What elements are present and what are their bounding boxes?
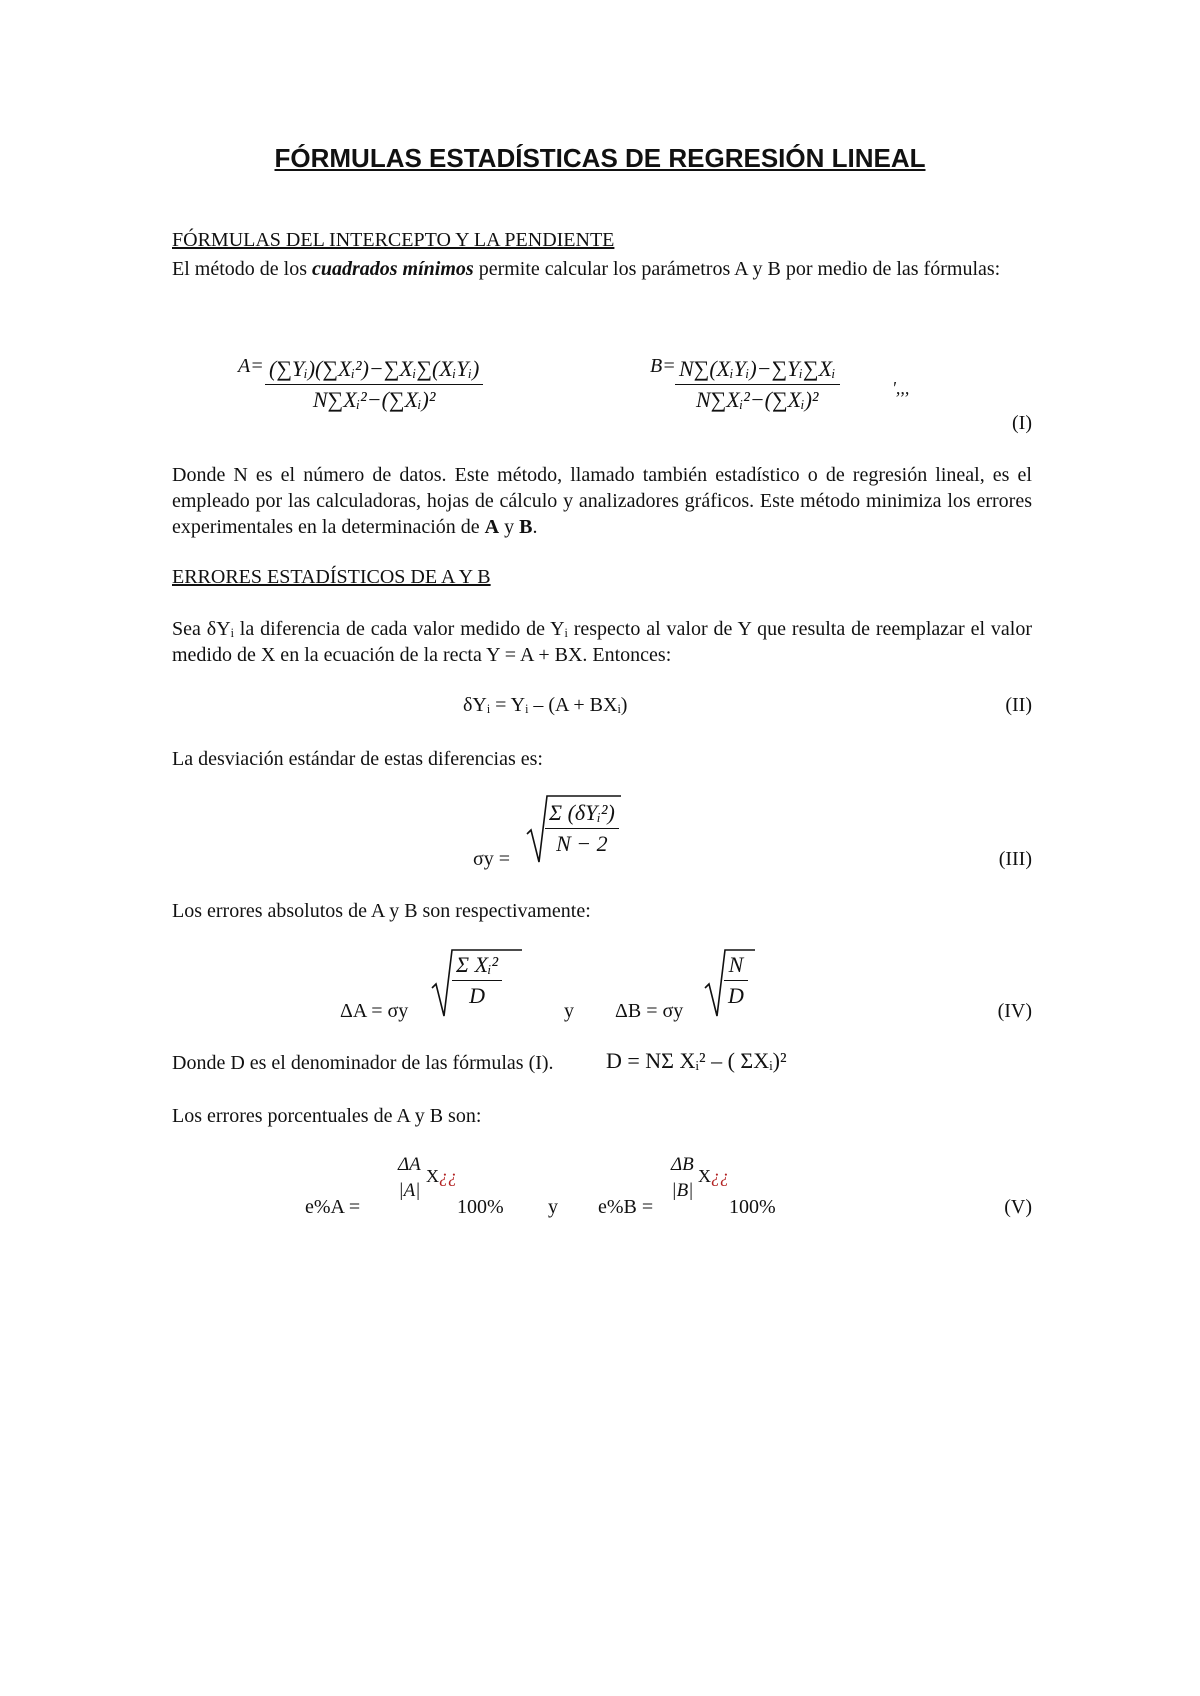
paragraph-delta-definition: Sea δYᵢ la diferencia de cada valor medido de Yᵢ respecto al valor de Y que resulta de reemplazar el valor medido de X en la ecuación de la recta Y = A + BX. Entonces: — [172, 618, 1032, 666]
eq3-numerator: Σ (δYᵢ²) — [545, 800, 619, 829]
eq1-a-fraction — [265, 356, 483, 413]
eq4-b-numerator: N — [724, 952, 748, 981]
eq5-percent-a-label: e%A = — [305, 1196, 361, 1218]
conjunction-y: y — [499, 516, 520, 538]
eq1-b-label: B= — [650, 355, 676, 377]
eq3-fraction — [545, 800, 619, 857]
eq4-delta-b-label: ΔB = σy — [615, 1000, 684, 1022]
paragraph-denominator-definition: Donde D es el denominador de las fórmulas (I). — [172, 1052, 554, 1074]
eq4-a-numerator: Σ Xᵢ² — [452, 952, 502, 981]
eq5-b-marks: ¿¿ — [711, 1166, 729, 1186]
paragraph-percent-errors: Los errores porcentuales de A y B son: — [172, 1105, 482, 1127]
paragraph-std-deviation: La desviación estándar de estas diferencias es: — [172, 748, 543, 770]
equation-2: δYᵢ = Yᵢ – (A + BXᵢ) — [463, 694, 628, 716]
eq1-b-tail-marks: ',,, — [892, 378, 910, 398]
paragraph-intro-post: permite calcular los parámetros A y B por medio de las fórmulas: — [473, 258, 1001, 280]
eq1-b-denominator: N∑Xᵢ²−(∑Xᵢ)² — [695, 387, 819, 412]
eq5-b-numerator: ΔB — [671, 1154, 694, 1175]
eq5-a-denominator: |A| — [398, 1180, 421, 1201]
eq5-a-percent: 100% — [457, 1196, 504, 1218]
eq4-b-fraction — [724, 952, 748, 1009]
eq5-b-times — [698, 1166, 729, 1187]
paragraph-method-text: Donde N es el número de datos. Este método, llamado también estadístico o de regresión lineal, es el empleado por las calculadoras, hojas de cálculo y analizadores gráficos. Este método minimiza los errores experimentales en la determinación de — [172, 464, 1032, 538]
eq5-percent-b-label: e%B = — [598, 1196, 654, 1218]
eq3-label: σy = — [473, 848, 511, 870]
bold-a: A — [484, 516, 500, 538]
eq3-denominator: N − 2 — [556, 831, 608, 856]
paragraph-period: . — [532, 516, 538, 538]
eq5-conjunction-y: y — [548, 1196, 558, 1218]
eq5-a-marks: ¿¿ — [439, 1166, 457, 1186]
paragraph-method-description — [172, 462, 1032, 540]
paragraph-absolute-errors: Los errores absolutos de A y B son respectivamente: — [172, 900, 591, 922]
eq4-a-denominator: D — [469, 983, 485, 1008]
formula-d-definition: D = NΣ Xᵢ² – ( ΣXᵢ)² — [606, 1048, 787, 1073]
eq1-b-fraction — [675, 356, 840, 413]
eq1-a-denominator: N∑Xᵢ²−(∑Xᵢ)² — [312, 387, 436, 412]
eq5-a-fraction — [394, 1154, 425, 1202]
eq5-b-denominator: |B| — [671, 1180, 694, 1201]
emphasis-least-squares: cuadrados mínimos — [311, 258, 474, 280]
eq5-a-numerator: ΔA — [398, 1154, 421, 1175]
eq5-a-times — [426, 1166, 457, 1187]
eq1-a-label: A= — [238, 355, 264, 377]
equation-number-2: (II) — [1005, 694, 1032, 716]
eq4-delta-a-label: ΔA = σy — [340, 1000, 409, 1022]
paragraph-intro — [172, 256, 1032, 282]
eq1-b-numerator: N∑(XᵢYᵢ)−∑Yᵢ∑Xᵢ — [675, 356, 840, 385]
equation-number-3: (III) — [998, 848, 1032, 870]
paragraph-intro-pre: El método de los — [172, 258, 312, 280]
eq5-a-x: X — [426, 1166, 439, 1186]
eq5-b-x: X — [698, 1166, 711, 1186]
eq4-b-denominator: D — [728, 983, 744, 1008]
section-heading-statistical-errors: ERRORES ESTADÍSTICOS DE A Y B — [172, 566, 491, 588]
bold-b: B — [519, 516, 533, 538]
equation-number-5: (V) — [1004, 1196, 1032, 1218]
eq4-conjunction-y: y — [564, 1000, 574, 1022]
equation-number-4: (IV) — [997, 1000, 1032, 1022]
section-heading-intercept-slope: FÓRMULAS DEL INTERCEPTO Y LA PENDIENTE — [172, 229, 615, 251]
eq5-b-percent: 100% — [729, 1196, 776, 1218]
eq5-b-fraction — [667, 1154, 698, 1202]
eq4-a-fraction — [452, 952, 502, 1009]
equation-number-1: (I) — [1012, 412, 1032, 434]
page-title: FÓRMULAS ESTADÍSTICAS DE REGRESIÓN LINEAL — [274, 143, 926, 173]
eq1-a-numerator: (∑Yᵢ)(∑Xᵢ²)−∑Xᵢ∑(XᵢYᵢ) — [265, 356, 483, 385]
